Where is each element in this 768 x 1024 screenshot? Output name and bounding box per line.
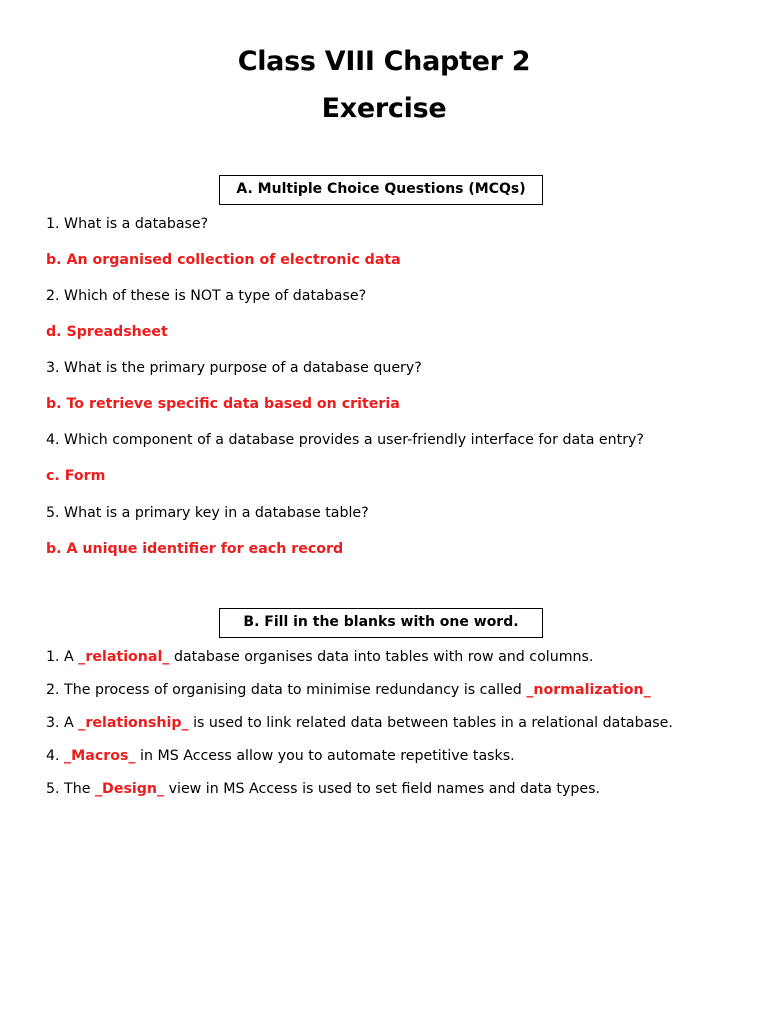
fill-blank-answer: _relational_ [78, 649, 170, 665]
mcq-answer-3: b. To retrieve specific data based on criteria [46, 396, 400, 412]
mcq-question-2: 2. Which of these is NOT a type of database? [46, 288, 367, 304]
fill-blank-item-3 [46, 715, 673, 731]
fill-blank-text-after: in MS Access allow you to automate repetitive tasks. [135, 748, 515, 764]
fill-blank-text-before: 5. The [46, 781, 95, 797]
mcq-answer-2: d. Spreadsheet [46, 324, 168, 340]
fill-blank-item-1 [46, 649, 593, 665]
section-a-heading: A. Multiple Choice Questions (MCQs) [219, 175, 543, 205]
mcq-answer-5: b. A unique identifier for each record [46, 541, 344, 557]
mcq-answer-1: b. An organised collection of electronic data [46, 252, 401, 268]
mcq-question-5: 5. What is a primary key in a database table? [46, 505, 369, 521]
fill-blank-text-before: 4. [46, 748, 65, 764]
fill-blank-answer: _normalization_ [526, 682, 651, 698]
document-subtitle: Exercise [321, 93, 447, 124]
mcq-question-1: 1. What is a database? [46, 216, 209, 232]
fill-blank-answer: _Design_ [94, 781, 165, 797]
fill-blank-text-after: view in MS Access is used to set field names and data types. [164, 781, 601, 797]
fill-blank-text-before: 1. A [46, 649, 79, 665]
mcq-answer-4: c. Form [46, 468, 106, 484]
mcq-question-4: 4. Which component of a database provides a user-friendly interface for data entry? [46, 432, 644, 448]
section-b-heading: B. Fill in the blanks with one word. [219, 608, 543, 638]
fill-blank-item-2 [46, 682, 651, 698]
fill-blank-answer: _relationship_ [78, 715, 189, 731]
mcq-question-3: 3. What is the primary purpose of a database query? [46, 360, 422, 376]
fill-blank-answer: _Macros_ [64, 748, 136, 764]
fill-blank-text-before: 3. A [46, 715, 79, 731]
document-title: Class VIII Chapter 2 [237, 46, 531, 77]
fill-blank-text-before: 2. The process of organising data to minimise redundancy is called [46, 682, 527, 698]
fill-blank-text-after: database organises data into tables with row and columns. [169, 649, 594, 665]
fill-blank-item-5 [46, 781, 600, 797]
fill-blank-text-after: is used to link related data between tables in a relational database. [188, 715, 673, 731]
fill-blank-item-4 [46, 748, 515, 764]
